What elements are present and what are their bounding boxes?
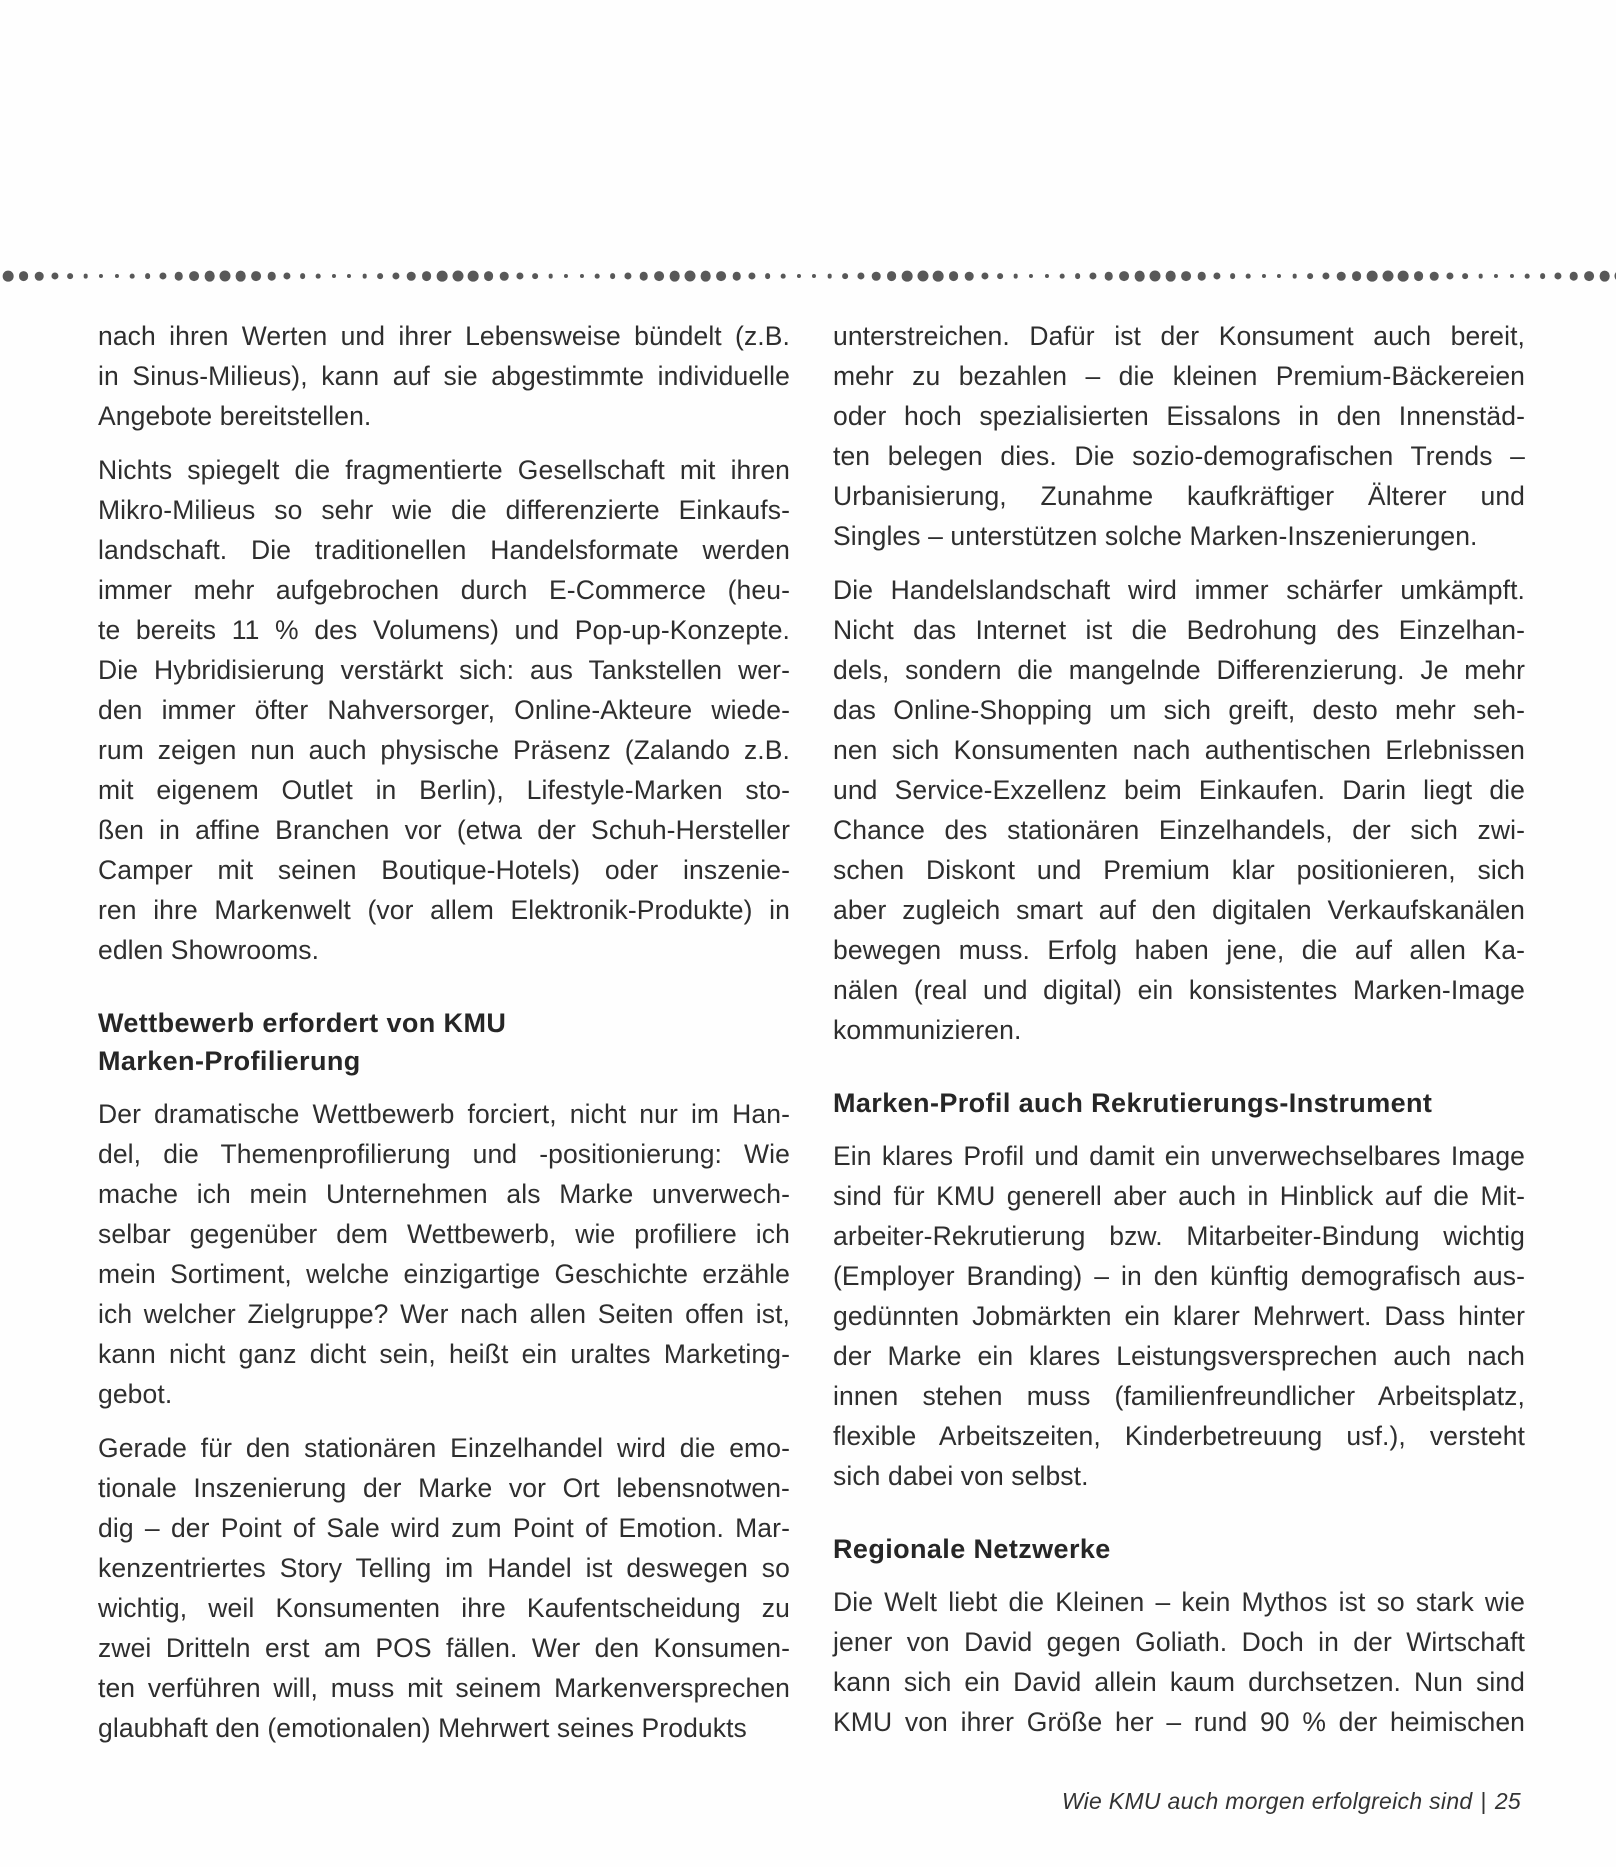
divider-dot [1430,272,1439,281]
divider-dot [1509,274,1513,278]
text-line: sich dabei von selbst. [833,1461,1089,1491]
text-line: kommunizieren. [833,1015,1022,1045]
divider-dot [1230,273,1236,279]
text-line: oder hoch spezialisierten Eissalons in den Innenstäd- [833,401,1525,431]
divider-dot [159,272,166,279]
divider-dot [130,274,135,279]
heading-line: Marken-Profilierung [98,1046,361,1076]
paragraph [833,570,1525,1050]
text-line: in Sinus-Milieus), kann auf sie abgestimmte individuelle [98,361,790,391]
heading-line: Wettbewerb erfordert von KMU [98,1008,507,1038]
divider-dot [1277,274,1281,278]
divider-dot [796,274,800,278]
divider-dot [1540,273,1546,279]
paragraph [833,1136,1525,1496]
divider-dot [902,271,913,282]
text-line: bewegen muss. Erfolg haben jene, die auf allen Ka- [833,935,1525,965]
divider-dot [610,273,616,279]
divider-dot [500,272,509,281]
section-heading-rekrutierung [833,1084,1525,1122]
divider-dot [639,272,648,281]
divider-dot [748,272,755,279]
heading-line: Marken-Profil auch Rekrutierungs-Instrument [833,1088,1433,1118]
running-title: Wie KMU auch morgen erfolgreich sind [1061,1788,1473,1814]
text-line: del, die Themenprofilierung und -positionierung: Wie [98,1139,790,1169]
divider-dot [812,274,816,278]
divider-dot [1119,271,1129,281]
text-line: Singles – unterstützen solche Marken-Inszenierungen. [833,521,1478,551]
text-line: sind für KMU generell aber auch in Hinblick auf die Mit- [833,1181,1525,1211]
divider-dot [716,271,726,281]
text-line: aber zugleich smart auf den digitalen Verkaufskanälen [833,895,1525,925]
divider-dot [437,271,448,282]
divider-dot [204,271,215,282]
divider-dot [532,273,538,279]
divider-dot [300,273,306,279]
divider-dot [1029,274,1033,278]
divider-dot [83,274,88,279]
divider-dot [917,271,928,282]
text-line: und Service-Exzellenz beim Einkaufen. Darin liegt die [833,775,1525,805]
paragraph [98,1094,790,1414]
divider-dot [1013,274,1018,279]
divider-dot [765,273,771,279]
text-line: ren ihre Markenwelt (vor allem Elektronik-Produkte) in [98,895,790,925]
footer-separator: | [1480,1788,1487,1814]
divider-dot [685,271,696,282]
text-line: glaubhaft den (emotionalen) Mehrwert seines Produkts [98,1713,747,1743]
text-line: mehr zu bezahlen – die kleinen Premium-Bäckereien [833,361,1525,391]
text-line: immer mehr aufgebrochen durch E-Commerce (heu- [98,575,790,605]
divider-dot [220,271,231,282]
text-line: mit eigenem Outlet in Berlin), Lifestyle-Marken sto- [98,775,790,805]
text-line: den immer öfter Nahversorger, Online-Akteure wiede- [98,695,790,725]
text-line: das Online-Shopping um sich greift, desto mehr seh- [833,695,1525,725]
divider-dot [1246,274,1251,279]
text-line: Chance des stationären Einzelhandels, der sich zwi- [833,815,1525,845]
divider-dot [781,274,786,279]
divider-dot [1382,271,1393,282]
text-line: edlen Showrooms. [98,935,320,965]
divider-dot [174,272,183,281]
divider-dot [468,271,479,282]
text-line: Der dramatische Wettbewerb forciert, nicht nur im Han- [98,1099,790,1129]
text-line: nälen (real und digital) ein konsistentes Marken-Image [833,975,1525,1005]
text-line: tionale Inszenierung der Marke vor Ort lebensnotwen- [98,1473,790,1503]
text-line: flexible Arbeitszeiten, Kinderbetreuung usf.), versteht [833,1421,1525,1451]
paragraph [98,450,790,970]
divider-dot [1213,272,1220,279]
divider-dot [347,274,351,278]
divider-dot [1060,274,1065,279]
divider-dot [1494,274,1498,278]
text-line: der Marke ein klares Leistungsversprechen auch nach [833,1341,1525,1371]
divider-dot [283,272,290,279]
divider-dot [595,274,600,279]
text-line: dels, sondern die mangelnde Differenzierung. Je mehr [833,655,1525,685]
divider-dot [1478,274,1483,279]
divider-dot [1134,271,1145,282]
divider-dot [1197,272,1206,281]
text-line: Nicht das Internet ist die Bedrohung des Einzelhan- [833,615,1525,645]
text-line: gedünnten Jobmärkten ein klarer Mehrwert. Dass hinter [833,1301,1525,1331]
text-line: (Employer Branding) – in den künftig demografisch aus- [833,1261,1525,1291]
divider-dot [331,274,335,278]
text-line: mein Sortiment, welche einzigartige Geschichte erzähle [98,1259,790,1289]
divider-dot [316,274,321,279]
text-line: ßen in affine Branchen vor (etwa der Schuh-Hersteller [98,815,790,845]
divider-dot [35,272,44,281]
divider-dot [1104,272,1113,281]
left-column [98,316,790,1762]
divider-dot [1337,272,1346,281]
text-line: jener von David gegen Goliath. Doch in der Wirtschaft [833,1627,1525,1657]
text-line: kann nicht ganz dicht sein, heißt ein uraltes Marketing- [98,1339,790,1369]
divider-dot [267,272,276,281]
divider-dot [484,271,494,281]
divider-dot [981,272,988,279]
divider-dot [407,272,416,281]
text-line: Die Hybridisierung verstärkt sich: aus Tankstellen wer- [98,655,790,685]
text-line: Urbanisierung, Zunahme kaufkräftiger Älterer und [833,481,1525,511]
text-line: dig – der Point of Sale wird zum Point of Emotion. Mar- [98,1513,790,1543]
text-line: nach ihren Werten und ihrer Lebensweise bündelt (z.B. [98,321,790,351]
text-line: Camper mit seinen Boutique-Hotels) oder inszenie- [98,855,790,885]
divider-dot [235,271,246,282]
divider-dot [1181,271,1191,281]
divider-dot [669,271,680,282]
text-line: schen Diskont und Premium klar positionieren, sich [833,855,1525,885]
divider-dot [1367,271,1378,282]
text-line: ten belegen dies. Die sozio-demografischen Trends – [833,441,1525,471]
divider-dot [949,271,959,281]
text-line: Die Welt liebt die Kleinen – kein Mythos ist so stark wie [833,1587,1525,1617]
divider-dot [1292,274,1297,279]
text-line: mache ich mein Unternehmen als Marke unverwech- [98,1179,790,1209]
divider-dot [1569,272,1578,281]
text-line: arbeiter-Rekrutierung bzw. Mitarbeiter-Bindung wichtig [833,1221,1525,1251]
text-line: landschaft. Die traditionellen Handelsformate werden [98,535,790,565]
divider-dot [1150,271,1161,282]
text-line: Gerade für den stationären Einzelhandel wird die emo- [98,1433,790,1463]
divider-dot [145,273,151,279]
divider-dot [887,271,897,281]
text-line: unterstreichen. Dafür ist der Konsument auch bereit, [833,321,1525,351]
text-line: kann sich ein David allein kaum durchsetzen. Nun sind [833,1667,1525,1697]
text-line: nen sich Konsumenten nach authentischen Erlebnissen [833,735,1525,765]
divider-dot [842,273,848,279]
divider-dot [1462,273,1468,279]
divider-dot [1075,273,1081,279]
paragraph [833,1582,1525,1742]
text-line: innen stehen muss (familienfreundlicher Arbeitsplatz, [833,1381,1525,1411]
divider-dot [1307,273,1313,279]
divider-dot [362,274,367,279]
divider-dot [3,271,14,282]
paragraph [833,316,1525,556]
divider-dot [700,271,711,282]
divider-dot [624,272,631,279]
text-line: selbar gegenüber dem Wettbewerb, wie profiliere ich [98,1219,790,1249]
divider-dot [654,271,664,281]
divider-dot [732,272,741,281]
text-line: Angebote bereitstellen. [98,401,372,431]
divider-dot [1414,271,1424,281]
divider-dot [564,274,568,278]
section-heading-wettbewerb [98,1004,790,1080]
text-line: ich welcher Zielgruppe? Wer nach allen Seiten offen ist, [98,1299,790,1329]
text-line: wichtig, weil Konsumenten ihre Kaufentscheidung zu [98,1593,790,1623]
divider-dot [1398,271,1409,282]
divider-dot [579,274,583,278]
divider-dot [933,271,944,282]
text-line: zwei Dritteln erst am POS fällen. Wer den Konsumen- [98,1633,790,1663]
divider-dot [1352,271,1362,281]
divider-dot [1446,272,1453,279]
divider-dot [548,274,553,279]
divider-dot [19,271,29,281]
divider-dot [1044,274,1048,278]
divider-dot [1089,272,1096,279]
section-heading-netzwerke [833,1530,1525,1568]
paragraph [98,1428,790,1748]
divider-dot [516,272,523,279]
text-line: ten verführen will, muss mit seinem Markenversprechen [98,1673,790,1703]
page-footer [1062,1788,1521,1815]
divider-dot [377,273,383,279]
divider-dot [997,273,1003,279]
text-line: kenzentriertes Story Telling im Handel ist deswegen so [98,1553,790,1583]
divider-dot [857,272,864,279]
divider-dot [1599,271,1610,282]
divider-dot [965,272,974,281]
divider-dot [1525,274,1530,279]
divider-dot [99,274,103,278]
page-number: 25 [1494,1788,1521,1814]
right-column [833,316,1525,1756]
divider-dot [392,272,399,279]
text-line: gebot. [98,1379,173,1409]
heading-line: Regionale Netzwerke [833,1534,1111,1564]
text-line: KMU von ihrer Größe her – rund 90 % der heimischen [833,1707,1525,1737]
text-line: Die Handelslandschaft wird immer schärfer umkämpft. [833,575,1525,605]
divider-dot [1261,274,1265,278]
text-line: rum zeigen nun auch physische Präsenz (Zalando z.B. [98,735,790,765]
divider-dot [872,272,881,281]
divider-dot [51,272,58,279]
paragraph [98,316,790,436]
text-line: Mikro-Milieus so sehr wie die differenzierte Einkaufs- [98,495,790,525]
divider-dot [1322,272,1329,279]
divider-dot [1584,271,1594,281]
divider-dot [114,274,118,278]
divider-dot [251,271,261,281]
divider-dot [67,273,73,279]
text-line: Ein klares Profil und damit ein unverwechselbares Image [833,1141,1525,1171]
divider-dot [452,271,463,282]
divider-dot [827,274,832,279]
divider-dot [1554,272,1561,279]
divider-dot [422,271,432,281]
divider-dot [1165,271,1176,282]
divider-dot [189,271,199,281]
text-line: Nichts spiegelt die fragmentierte Gesellschaft mit ihren [98,455,790,485]
text-line: te bereits 11 % des Volumens) und Pop-up-Konzepte. [98,615,790,645]
